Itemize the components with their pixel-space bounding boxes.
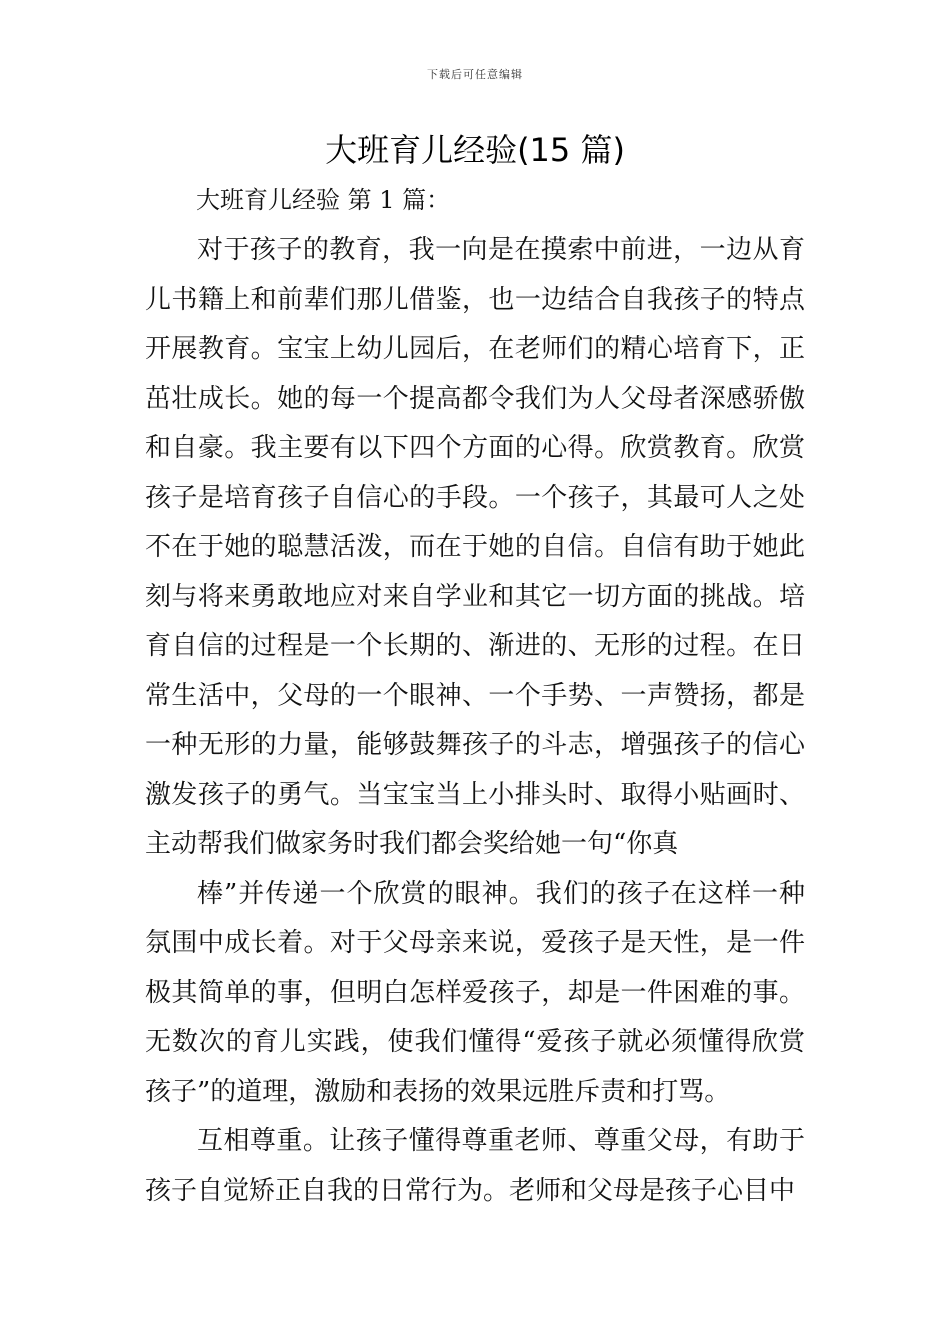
document-title: 大班育儿经验(15 篇)	[325, 131, 625, 169]
paragraph: 互相尊重。让孩子懂得尊重老师、尊重父母，有助于孩子自觉矫正自我的日常行为。老师和父母是孩子心目中	[145, 1126, 805, 1206]
section-heading: 大班育儿经验 第 1 篇：	[196, 186, 451, 214]
paragraph: 对于孩子的教育，我一向是在摸索中前进，一边从育儿书籍上和前辈们那儿借鉴，也一边结合自我孩子的特点开展教育。宝宝上幼儿园后，在老师们的精心培育下，正茁壮成长。她的每一个提高都令我们为人父母者深感骄傲和自豪。我主要有以下四个方面的心得。欣赏教育。欣赏孩子是培育孩子自信心的手段。一个孩子，其最可人之处不在于她的聪慧活泼，而在于她的自信。自信有助于她此刻与将来勇敢地应对来自学业和其它一切方面的挑战。培育自信的过程是一个长期的、渐进的、无形的过程。在日常生活中，父母的一个眼神、一个手势、一声赞扬，都是一种无形的力量，能够鼓舞孩子的斗志，增强孩子的信心激发孩子的勇气。当宝宝当上小排头时、取得小贴画时、主动帮我们做家务时我们都会奖给她一句“你真	[145, 235, 805, 859]
header-note: 下载后可任意编辑	[427, 68, 523, 81]
paragraph: 棒”并传递一个欣赏的眼神。我们的孩子在这样一种氛围中成长着。对于父母亲来说，爱孩子是天性，是一件极其简单的事，但明白怎样爱孩子，却是一件困难的事。无数次的育儿实践，使我们懂得“爱孩子就必须懂得欣赏孩子”的道理，激励和表扬的效果远胜斥责和打骂。	[145, 878, 805, 1107]
document-body	[145, 226, 805, 1216]
